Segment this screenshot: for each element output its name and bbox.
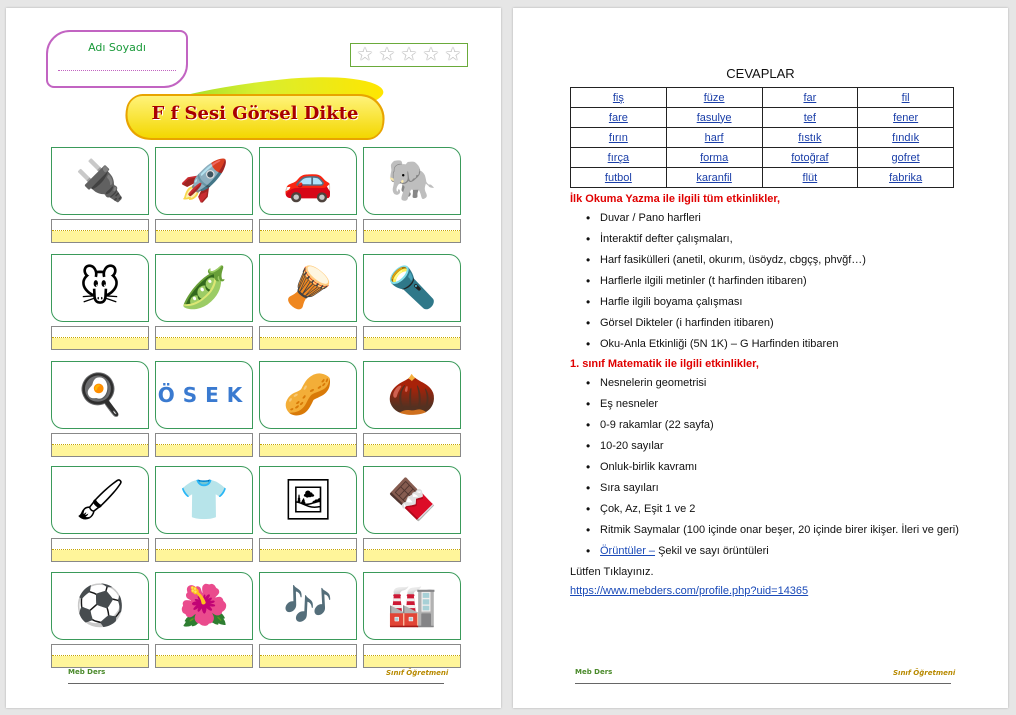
picture-card xyxy=(155,572,253,640)
picture-card xyxy=(259,147,357,215)
letters-icon: ÖSEK xyxy=(157,383,251,407)
answer-writing-box xyxy=(51,538,149,562)
table-row xyxy=(571,128,954,148)
picture-card xyxy=(363,147,461,215)
picture-cell xyxy=(155,466,253,564)
rating-stars xyxy=(350,43,468,67)
tambourine-icon: 🪘 xyxy=(283,265,333,311)
star-icon: ★ xyxy=(422,44,440,65)
answer-word: forma xyxy=(666,148,762,168)
elephant-icon: 🐘 xyxy=(387,158,437,204)
list-item: • 10-20 sayılar xyxy=(586,438,1000,455)
answer-word: futbol xyxy=(571,168,667,188)
star-icon: ★ xyxy=(378,44,396,65)
star-icon: ★ xyxy=(400,44,418,65)
picture-card xyxy=(363,361,461,429)
picture-card xyxy=(155,361,253,429)
list-item: • Onluk-birlik kavramı xyxy=(586,459,1000,476)
picture-cell xyxy=(363,361,461,459)
answer-writing-box xyxy=(155,538,253,562)
picture-card xyxy=(155,147,253,215)
picture-cell xyxy=(51,361,149,459)
carnation-flower-icon: 🌺 xyxy=(179,583,229,629)
picture-card xyxy=(363,572,461,640)
answer-writing-box xyxy=(155,219,253,243)
answer-word: harf xyxy=(666,128,762,148)
striped-jersey-icon: 👕 xyxy=(179,477,229,523)
activities-text xyxy=(570,192,1000,600)
framed-photo-icon: 🖼 xyxy=(282,477,334,523)
picture-cell xyxy=(51,572,149,670)
picture-cell xyxy=(51,254,149,352)
answer-writing-box xyxy=(259,433,357,457)
list-item: • Ritmik Saymalar (100 içinde onar beşer, 20 içinde birer ikişer. İleri ve geri) xyxy=(586,522,1000,539)
answer-writing-box xyxy=(259,538,357,562)
picture-cell xyxy=(259,466,357,564)
picture-cell xyxy=(155,254,253,352)
list-item: • Çok, Az, Eşit 1 ve 2 xyxy=(586,501,1000,518)
answer-writing-box xyxy=(155,326,253,350)
picture-card xyxy=(363,466,461,534)
list-item: • Görsel Dikteler (i harfinden itibaren) xyxy=(586,315,1000,332)
answers-page xyxy=(513,8,1008,708)
picture-card xyxy=(51,466,149,534)
footer-divider xyxy=(68,683,444,684)
literacy-list xyxy=(570,210,1000,353)
list-item: • Harflerle ilgili metinler (t harfinden itibaren) xyxy=(586,273,1000,290)
picture-card xyxy=(155,254,253,322)
picture-cell xyxy=(259,147,357,245)
answer-writing-box xyxy=(51,219,149,243)
peanuts-icon: 🥜 xyxy=(283,372,333,418)
answer-word: fırça xyxy=(571,148,667,168)
patterns-text: Şekil ve sayı örüntüleri xyxy=(655,545,769,557)
name-box xyxy=(46,30,188,88)
table-row xyxy=(571,108,954,128)
answer-writing-box xyxy=(259,326,357,350)
flute-notes-icon: 🎶 xyxy=(283,583,333,629)
answer-writing-box xyxy=(363,644,461,668)
wafer-icon: 🍫 xyxy=(387,477,437,523)
name-write-line xyxy=(58,70,176,71)
mouse-icon: 🐭 xyxy=(79,265,121,311)
answer-word: fener xyxy=(858,108,954,128)
answers-table xyxy=(570,87,954,188)
answer-word: füze xyxy=(666,88,762,108)
picture-cell xyxy=(155,147,253,245)
list-item: • Sıra sayıları xyxy=(586,480,1000,497)
answer-writing-box xyxy=(363,538,461,562)
list-item: • İnteraktif defter çalışmaları, xyxy=(586,231,1000,248)
picture-card xyxy=(259,466,357,534)
picture-cell xyxy=(155,361,253,459)
picture-card xyxy=(363,254,461,322)
answer-writing-box xyxy=(51,644,149,668)
footer-teacher: Sınıf Öğretmeni xyxy=(893,669,956,677)
answer-word: fasulye xyxy=(666,108,762,128)
electric-plug-icon: 🔌 xyxy=(75,158,125,204)
answer-word: far xyxy=(762,88,858,108)
list-item: • Harfle ilgili boyama çalışması xyxy=(586,294,1000,311)
factory-icon: 🏭 xyxy=(387,583,437,629)
list-item: • 0-9 rakamlar (22 sayfa) xyxy=(586,417,1000,434)
rocket-icon: 🚀 xyxy=(179,158,229,204)
footer-brand: Meb Ders xyxy=(575,668,613,676)
patterns-link[interactable]: Örüntüler – xyxy=(600,545,656,557)
picture-cell xyxy=(259,572,357,670)
green-beans-icon: 🫛 xyxy=(179,265,229,311)
answer-word: fotoğraf xyxy=(762,148,858,168)
list-item: • Eş nesneler xyxy=(586,396,1000,413)
worksheet-page xyxy=(6,8,501,708)
list-item: • Oku-Anla Etkinliği (5N 1K) – G Harfinden itibaren xyxy=(586,336,1000,353)
answer-word: fare xyxy=(571,108,667,128)
picture-cell xyxy=(259,361,357,459)
football-kids-icon: ⚽ xyxy=(75,583,125,629)
table-row xyxy=(571,88,954,108)
picture-card xyxy=(259,254,357,322)
picture-card xyxy=(51,147,149,215)
flashlight-icon: 🔦 xyxy=(387,265,437,311)
footer-teacher: Sınıf Öğretmeni xyxy=(386,669,449,677)
car-headlights-icon: 🚗 xyxy=(283,158,333,204)
list-item xyxy=(586,543,1000,560)
name-label: Adı Soyadı xyxy=(88,41,146,54)
answer-writing-box xyxy=(259,219,357,243)
answer-word: tef xyxy=(762,108,858,128)
picture-card xyxy=(155,466,253,534)
picture-cell xyxy=(363,254,461,352)
click-prompt: Lütfen Tıklayınız. xyxy=(570,566,654,578)
section-heading-literacy: İlk Okuma Yazma ile ilgili tüm etkinlikler, xyxy=(570,193,781,205)
picture-card xyxy=(259,572,357,640)
page-title: F f Sesi Görsel Dikte xyxy=(151,103,359,124)
answer-word: karanfil xyxy=(666,168,762,188)
list-item: • Duvar / Pano harfleri xyxy=(586,210,1000,227)
answer-writing-box xyxy=(51,433,149,457)
answer-writing-box xyxy=(363,433,461,457)
answers-title: CEVAPLAR xyxy=(726,66,795,81)
profile-link[interactable]: https://www.mebders.com/profile.php?uid=14365 xyxy=(570,585,809,597)
picture-cell xyxy=(363,466,461,564)
answer-writing-box xyxy=(363,219,461,243)
paintbrush-icon: 🖌 xyxy=(74,477,126,523)
hazelnuts-icon: 🌰 xyxy=(387,372,437,418)
picture-cell xyxy=(259,254,357,352)
answer-writing-box xyxy=(155,644,253,668)
picture-cell xyxy=(363,572,461,670)
answer-writing-box xyxy=(259,644,357,668)
answer-word: fındık xyxy=(858,128,954,148)
oven-icon: 🍳 xyxy=(75,372,125,418)
answer-word: flüt xyxy=(762,168,858,188)
answer-writing-box xyxy=(51,326,149,350)
picture-cell xyxy=(51,147,149,245)
picture-card xyxy=(51,254,149,322)
answer-word: fil xyxy=(858,88,954,108)
list-item: • Nesnelerin geometrisi xyxy=(586,375,1000,392)
answer-word: gofret xyxy=(858,148,954,168)
star-icon: ★ xyxy=(444,44,462,65)
math-list xyxy=(570,375,1000,560)
picture-cell xyxy=(51,466,149,564)
answer-writing-box xyxy=(363,326,461,350)
answer-word: fırın xyxy=(571,128,667,148)
footer-brand: Meb Ders xyxy=(68,668,106,676)
footer-divider xyxy=(575,683,951,684)
answer-word: fabrika xyxy=(858,168,954,188)
table-row xyxy=(571,148,954,168)
list-item: • Harf fasikülleri (anetil, okurım, üsöydz, cbgçş, phvğf…) xyxy=(586,252,1000,269)
answer-word: fıstık xyxy=(762,128,858,148)
star-icon: ★ xyxy=(356,44,374,65)
picture-card xyxy=(51,361,149,429)
section-heading-math: 1. sınıf Matematik ile ilgili etkinlikler, xyxy=(570,358,759,370)
picture-card xyxy=(51,572,149,640)
picture-cell xyxy=(155,572,253,670)
answer-writing-box xyxy=(155,433,253,457)
answer-word: fiş xyxy=(571,88,667,108)
picture-cell xyxy=(363,147,461,245)
picture-card xyxy=(259,361,357,429)
table-row xyxy=(571,168,954,188)
